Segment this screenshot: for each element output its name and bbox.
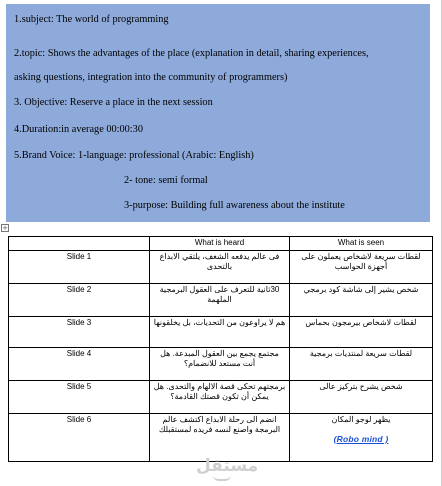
table-row (9, 414, 433, 462)
seen-text (290, 414, 433, 462)
seen-text: شخص يشير إلى شاشة كود برمجي (290, 284, 433, 317)
seen-text: لقطات سريعة لمنتديات برمجية (290, 348, 433, 381)
table-row (9, 251, 433, 284)
heard-text: 30ثانية للتعرف على العقول البرمجية الملهمة (150, 284, 290, 317)
brief-duration: 4.Duration:in average 00:00:30 (14, 124, 143, 135)
brief-objective: 3. Objective: Reserve a place in the next session (14, 97, 213, 108)
project-brief-box (6, 4, 430, 222)
header-slide (9, 237, 150, 251)
heard-text: انضم الى رحلة الابداع اكتشف عالم البرمجة واصنع لنسه فريده لمستقبلك (150, 414, 290, 462)
brief-topic-line-1: 2.topic: Shows the advantages of the place (explanation in detail, sharing experiences, (14, 48, 369, 59)
slide-label: Slide 1 (9, 251, 150, 284)
slide-label: Slide 3 (9, 317, 150, 348)
heard-text: هم لا يراوعون من التحديات، بل يخلقونها (150, 317, 290, 348)
watermark-smile-icon (213, 470, 231, 481)
heard-text: برمجتهم تحكى قصة الالهام والتحدى. هل يمكن أن تكون قصتك القادمة؟ (150, 381, 290, 414)
seen-text-line: يظهر لوجو المكان (331, 415, 391, 424)
table-row (9, 348, 433, 381)
seen-text: شخص يشرح بتركيز عالى (290, 381, 433, 414)
robo-mind-logo-text: (Robo mind ) (333, 434, 389, 444)
brief-topic-line-2: asking questions, integration into the community of programmers) (14, 72, 288, 83)
slide-label: Slide 6 (9, 414, 150, 462)
brief-brand-voice: 5.Brand Voice: 1-language: professional (Arabic: English) (14, 150, 254, 161)
brief-subject: 1.subject: The world of programming (14, 14, 169, 25)
slide-label: Slide 5 (9, 381, 150, 414)
heard-text: مجتمع يجمع بين العقول المبدعة. هل أنت مستعد للانضمام؟ (150, 348, 290, 381)
seen-text: لقطات لاشخاص بيرمجون بحماس (290, 317, 433, 348)
header-seen: What is seen (290, 237, 433, 251)
brief-tone: 2- tone: semi formal (124, 175, 208, 186)
table-row (9, 284, 433, 317)
watermark-text: مستقل (196, 456, 259, 476)
header-heard: What is heard (150, 237, 290, 251)
seen-text: لقطات سريعة لاشخاص يعملون على أجهزة الحواسب (290, 251, 433, 284)
heard-text: فى عالم يدفعه الشغف، يلتقي الابداع بالتحدى (150, 251, 290, 284)
table-row (9, 381, 433, 414)
table-row (9, 317, 433, 348)
table-header-row (9, 237, 433, 251)
slide-label: Slide 2 (9, 284, 150, 317)
slide-label: Slide 4 (9, 348, 150, 381)
storyboard-table (8, 236, 433, 462)
table-move-handle-icon[interactable]: + (2, 224, 8, 232)
brief-purpose: 3-purpose: Building full awareness about the institute (124, 200, 345, 211)
